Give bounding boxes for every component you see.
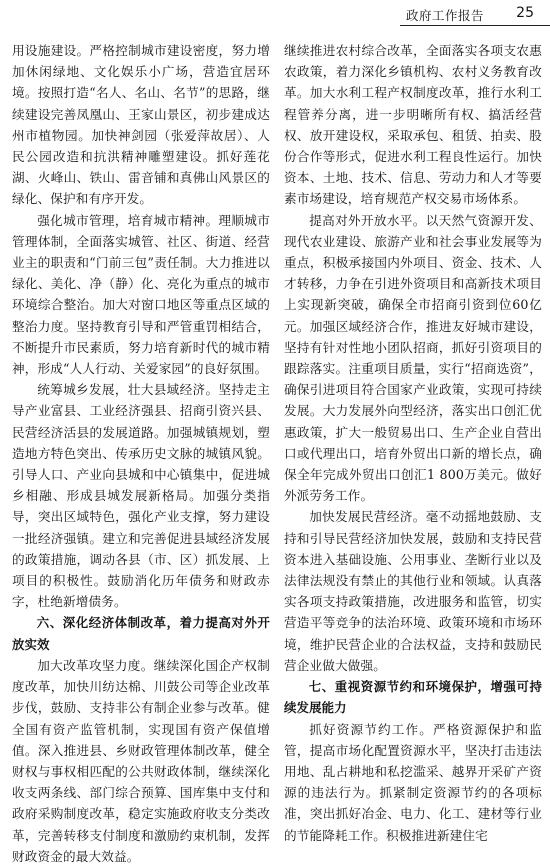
paragraph-rural-reform: 继续推进农村综合改革，全面落实各项支农惠农政策，着力深化乡镇机构、农村义务教育改革。加大水利工程产权制度改革，推行水利工程管养分离，进一步明晰所有权、搞活经营权、放开建设权，采取承包、租赁、拍卖、股份合作等形式，促进水利工程良性运行。加快资本、土地、技术、信息、劳动力和人才等要素市场建设，培育规范产权交易市场体系。 [284,43,542,207]
paragraph-private-economy: 加快发展民营经济。毫不动摇地鼓励、支持和引导民营经济加快发展，鼓励和支持民营资本进入基础设施、公用事业、垄断行业以及法律法规没有禁止的其他行业和领域。认真落实各项支持政策措施，改进服务和监管，切实营造平等竞争的法治环境、政策环境和市场环境，维护民营企业的合法权益，支持和鼓励民营企业做大做强。 [284,509,542,673]
section-heading-6: 六、深化经济体制改革，着力提高对外开放实效 [12,615,270,652]
paragraph-county-economy: 统筹城乡发展，壮大县域经济。坚持走主导产业富县、工业经济强县、招商引资兴县、民营经济活县的发展道路。加强城镇规划，塑造地方特色突出、传承历史文脉的城镇风貌。引导人口、产业向县城和中心镇集中，促进城乡相融、形成县城发展新格局。加强分类指导，突出区域特色，强化产业支撑，努力建设一批经济强镇。建立和完善促进县域经济发展的政策措施，调动各县（市、区）抓发展、上项目的积极性。鼓励消化历年债务和财政赤字，杜绝新增债务。 [12,382,270,610]
page-header [0,0,550,28]
header-rule [400,25,550,26]
left-column [12,40,270,864]
paragraph-resource-saving: 抓好资源节约工作。严格资源保护和监管，提高市场化配置资源水平，坚决打击违法用地、乱占耕地和私挖滥采、越界开采矿产资源的违法行为。抓紧制定资源节约的各项标准，突出抓好冶金、电力、化工、建材等行业的节能降耗工作。积极推进新建住宅 [284,721,542,843]
paragraph-city-management: 强化城市管理，培育城市精神。理顺城市管理体制，全面落实城管、社区、街道、经营业主的职责和“门前三包”责任制。大力推进以绿化、美化、净（静）化、亮化为重点的城市环境综合整治。加大对窗口地区等重点区域的整治力度。坚持教育引导和严管重罚相结合，不断提升市民素质，努力培育新时代的城市精神，形成“人人行动、关爱家园”的良好氛围。 [12,212,270,377]
running-header-title: 政府工作报告 [406,8,485,23]
section-heading-7: 七、重视资源节约和环境保护，增强可持续发展能力 [284,679,542,716]
paragraph-reform: 加大改革攻坚力度。继续深化国企产权制度改革，加快川纺达棉、川鼓公司等企业改革步伐，鼓励、支持非公有制企业参与改革。健全国有资产监管机制，实现国有资产保值增值。深入推进县、乡财政管理体制改革，健全财权与事权相匹配的公共财政体制，继续深化收支两条线、部门综合预算、国库集中支付和政府采购制度改革，稳定实施政府收支分类改革，完善转移支付制度和激励约束机制，发挥财政资金的最大效益。 [12,657,270,864]
paragraph-opening-up: 提高对外开放水平。以天然气资源开发、现代农业建设、旅游产业和社会事业发展等为重点，积极承接国内外项目、资金、技术、人才转移，力争在引进外资项目和高新技术项目上实现新突破，确保全市招商引资到位60亿元。加强区域经济合作，推进友好城市建设，坚持有针对性地小团队招商，抓好引资项目的跟踪落实。注重项目质量，实行“招商选资”，确保引进项目符合国家产业政策，实现可持续发展。大力发展外向型经济，落实出口创汇优惠政策，扩大一般贸易出口、生产企业自营出口或代理出口，培育外贸出口新的增长点，确保全年完成外贸出口创汇1 800万美元。做好外派劳务工作。 [284,212,542,504]
page-number: 25 [516,5,534,21]
right-column [284,40,542,843]
paragraph-urban-greening: 用设施建设。严格控制城市建设密度，努力增加休闲绿地、文化娱乐小广场，营造宜居环境。按照打造“名人、名山、名节”的思路，继续建设完善凤凰山、王家山景区，初步建成达州市植物园。加快神剑园（张爱萍故居）、人民公园改造和抗洪精神雕塑建设。抓好莲花湖、火峰山、铁山、雷音铺和真佛山风景区的绿化、保护和有序开发。 [12,43,270,207]
